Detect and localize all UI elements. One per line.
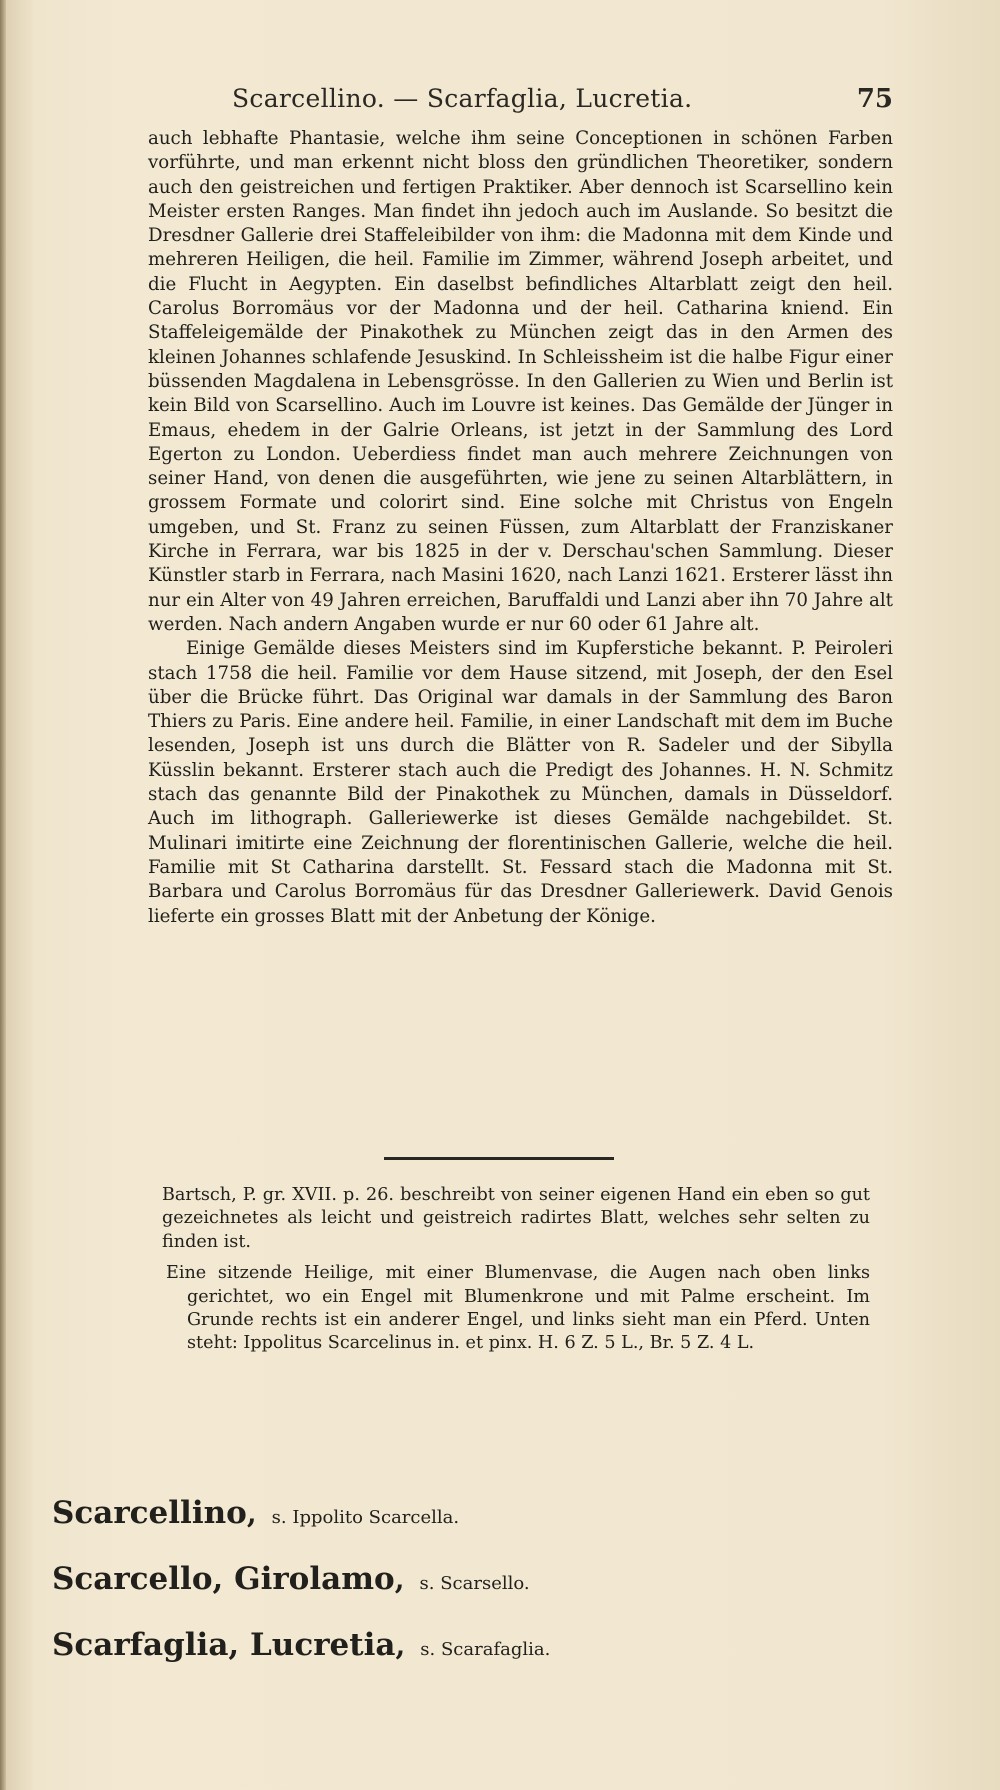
note-etching-description: Eine sitzende Heilige, mit einer Blumenvase, die Augen nach oben links gerichtet, wo ein Engel mit Blumenkrone und mit Palme erscheint. Im Grunde rechts ist ein anderer Engel, und links sieht man ein Pferd. Unten steht: Ippolitus Scarcelinus in. et pinx. H. 6 Z. 5 L., Br. 5 Z. 4 L. xyxy=(166,1263,870,1354)
paragraph-1: auch lebhafte Phantasie, welche ihm seine Conceptionen in schönen Farben vorführte, und man erkennt nicht bloss den gründlichen Theoretiker, sondern auch den geistreichen und fertigen Praktiker. Aber dennoch ist Scarsellino kein Meister ersten Ranges. Man findet ihn jedoch auch im Auslande. So besitzt die Dresdner Gallerie drei Staffeleibilder von ihm: die Madonna mit dem Kinde und mehreren Heiligen, die heil. Familie im Zimmer, während Joseph arbeitet, und die Flucht in Aegypten. Ein daselbst befindliches Altarblatt zeigt den heil. Carolus Borromäus vor der Madonna und der heil. Catharina kniend. Ein Staffeleigemälde der Pinakothek zu München zeigt das in den Armen des kleinen Johannes schlafende Jesuskind. In Schleissheim ist die halbe Figur einer büssenden Magdalena in Lebensgrösse. In den Gallerien zu Wien und Berlin ist kein Bild von Scarsellino. Auch im Louvre ist keines. Das Gemälde der Jünger in Emaus, ehedem in der Galrie Orleans, ist jetzt in der Sammlung des Lord Egerton zu London. Ueberdiess findet man auch mehrere Zeichnungen von seiner Hand, von denen die ausgeführten, wie jene zu seinen Altarblättern, in grossem Formate und colorirt sind. Eine solche mit Christus von Engeln umgeben, und St. Franz zu seinen Füssen, zum Altarblatt der Franziskaner Kirche in Ferrara, war bis 1825 in der v. Derschau'schen Sammlung. Dieser Künstler starb in Ferrara, nach Masini 1620, nach Lanzi 1621. Ersterer lässt ihn nur ein Alter von 49 Jahren erreichen, Baruffaldi und Lanzi aber ihn 70 Jahre alt werden. Nach andern Angaben wurde er nur 60 oder 61 Jahre alt. xyxy=(148,128,893,635)
entry-name: Scarcellino xyxy=(52,1495,247,1531)
entry-separator: , xyxy=(246,1497,257,1530)
entry-separator: , xyxy=(395,1629,406,1662)
entry-reference: s. Ippolito Scarcella. xyxy=(271,1507,460,1528)
paragraph-2: Einige Gemälde dieses Meisters sind im Kupferstiche bekannt. P. Peiroleri stach 1758 die heil. Familie vor dem Hause sitzend, mit Joseph, der den Esel über die Brücke führt. Das Original war damals in der Sammlung des Baron Thiers zu Paris. Eine andere heil. Familie, in einer Landschaft mit dem im Buche lesenden, Joseph ist uns durch die Blätter von R. Sadeler und der Sibylla Küsslin bekannt. Ersterer stach auch die Predigt des Johannes. H. N. Schmitz stach das genannte Bild der Pinakothek zu München, damals in Düsseldorf. Auch im lithograph. Galleriewerke ist dieses Gemälde nachgebildet. St. Mulinari imitirte eine Zeichnung der florentinischen Gallerie, welche die heil. Familie mit St Catharina darstellt. St. Fessard stach die Madonna mit St. Barbara und Carolus Borromäus für das Dresdner Galleriewerk. David Genois lieferte ein grosses Blatt mit der Anbetung der Könige. xyxy=(148,638,893,927)
entry-scarcello xyxy=(52,1561,852,1627)
running-header xyxy=(148,84,893,124)
entry-name: Scarfaglia, Lucretia xyxy=(52,1627,396,1663)
entry-scarfaglia xyxy=(52,1627,852,1693)
entry-name: Scarcello, Girolamo xyxy=(52,1561,395,1597)
section-divider-rule xyxy=(384,1157,614,1160)
main-text xyxy=(148,127,893,929)
page-number: 75 xyxy=(856,84,893,114)
etching-notes xyxy=(148,1184,870,1356)
entry-reference: s. Scarafaglia. xyxy=(420,1639,551,1660)
entry-separator: , xyxy=(394,1563,405,1596)
running-header-title: Scarcellino. — Scarfaglia, Lucretia. xyxy=(232,84,693,113)
note-bartsch: Bartsch, P. gr. XVII. p. 26. beschreibt von seiner eigenen Hand ein eben so gut gezeichnetes als leicht und geistreich radirtes Blatt, welches sehr selten zu finden ist. xyxy=(162,1185,870,1252)
entry-scarcellino xyxy=(52,1495,852,1561)
page-binding-edge xyxy=(0,0,6,1790)
cross-reference-entries xyxy=(52,1495,852,1693)
entry-reference: s. Scarsello. xyxy=(419,1573,530,1594)
